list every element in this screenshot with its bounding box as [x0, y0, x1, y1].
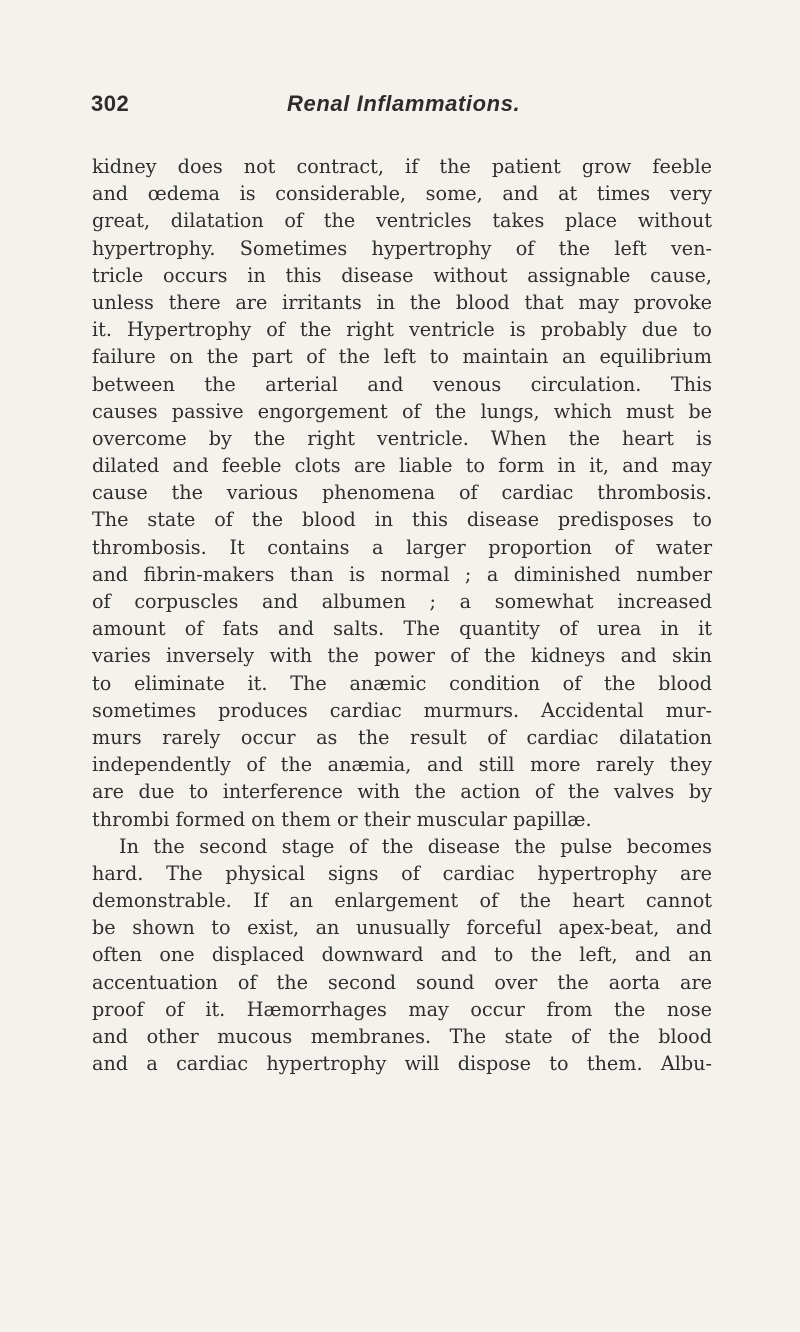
text-line: thrombi formed on them or their muscular papillæ.: [92, 807, 592, 831]
text-line: and œdema is considerable, some, and at times very: [92, 182, 712, 206]
running-title: Renal Inflammations.: [287, 91, 521, 116]
text-line: to eliminate it. The anæmic condition of the blood: [92, 671, 712, 695]
text-line: accentuation of the second sound over the aorta are: [92, 970, 712, 994]
text-line: hypertrophy. Sometimes hypertrophy of the left ven-: [92, 236, 712, 260]
text-line: murs rarely occur as the result of cardiac dilatation: [92, 725, 712, 749]
text-line: are due to interference with the action of the valves by: [92, 780, 712, 804]
text-line: independently of the anæmia, and still more rarely they: [92, 753, 712, 777]
text-line: causes passive engorgement of the lungs, which must be: [92, 399, 712, 423]
page-number: 302: [91, 91, 130, 116]
text-line: tricle occurs in this disease without assignable cause,: [92, 263, 712, 287]
text-line: and other mucous membranes. The state of the blood: [92, 1025, 712, 1048]
text-line: thrombosis. It contains a larger proportion of water: [92, 535, 712, 559]
text-line: unless there are irritants in the blood that may provoke: [92, 290, 712, 314]
text-line: it. Hypertrophy of the right ventricle is probably due to: [92, 318, 712, 342]
text-line: proof of it. Hæmorrhages may occur from the nose: [92, 997, 712, 1021]
text-line: demonstrable. If an enlargement of the heart cannot: [92, 889, 712, 913]
text-line: hard. The physical signs of cardiac hypertrophy are: [92, 861, 712, 885]
text-line: In the second stage of the disease the pulse becomes: [119, 834, 712, 858]
text-line: and a cardiac hypertrophy will dispose to them. Albu-: [92, 1052, 712, 1076]
running-head: [91, 91, 711, 121]
text-line: kidney does not contract, if the patient grow feeble: [92, 155, 712, 178]
text-line: of corpuscles and albumen ; a somewhat increased: [92, 590, 712, 613]
text-line: The state of the blood in this disease predisposes to: [92, 508, 712, 532]
text-line: great, dilatation of the ventricles takes place without: [92, 209, 712, 233]
text-line: sometimes produces cardiac murmurs. Accidental mur-: [92, 698, 712, 722]
text-line: be shown to exist, an unusually forceful apex-beat, and: [92, 916, 712, 940]
body-text: [92, 153, 712, 1077]
text-line: failure on the part of the left to maintain an equilibrium: [92, 345, 712, 369]
text-line: between the arterial and venous circulation. This: [92, 372, 712, 396]
text-line: overcome by the right ventricle. When the heart is: [92, 426, 712, 450]
text-line: varies inversely with the power of the kidneys and skin: [92, 644, 712, 668]
text-line: amount of fats and salts. The quantity of urea in it: [92, 617, 712, 641]
text-line: and fibrin-makers than is normal ; a diminished number: [92, 562, 712, 586]
text-line: often one displaced downward and to the left, and an: [92, 943, 712, 967]
text-line: cause the various phenomena of cardiac thrombosis.: [92, 481, 712, 505]
text-line: dilated and feeble clots are liable to form in it, and may: [92, 454, 712, 478]
